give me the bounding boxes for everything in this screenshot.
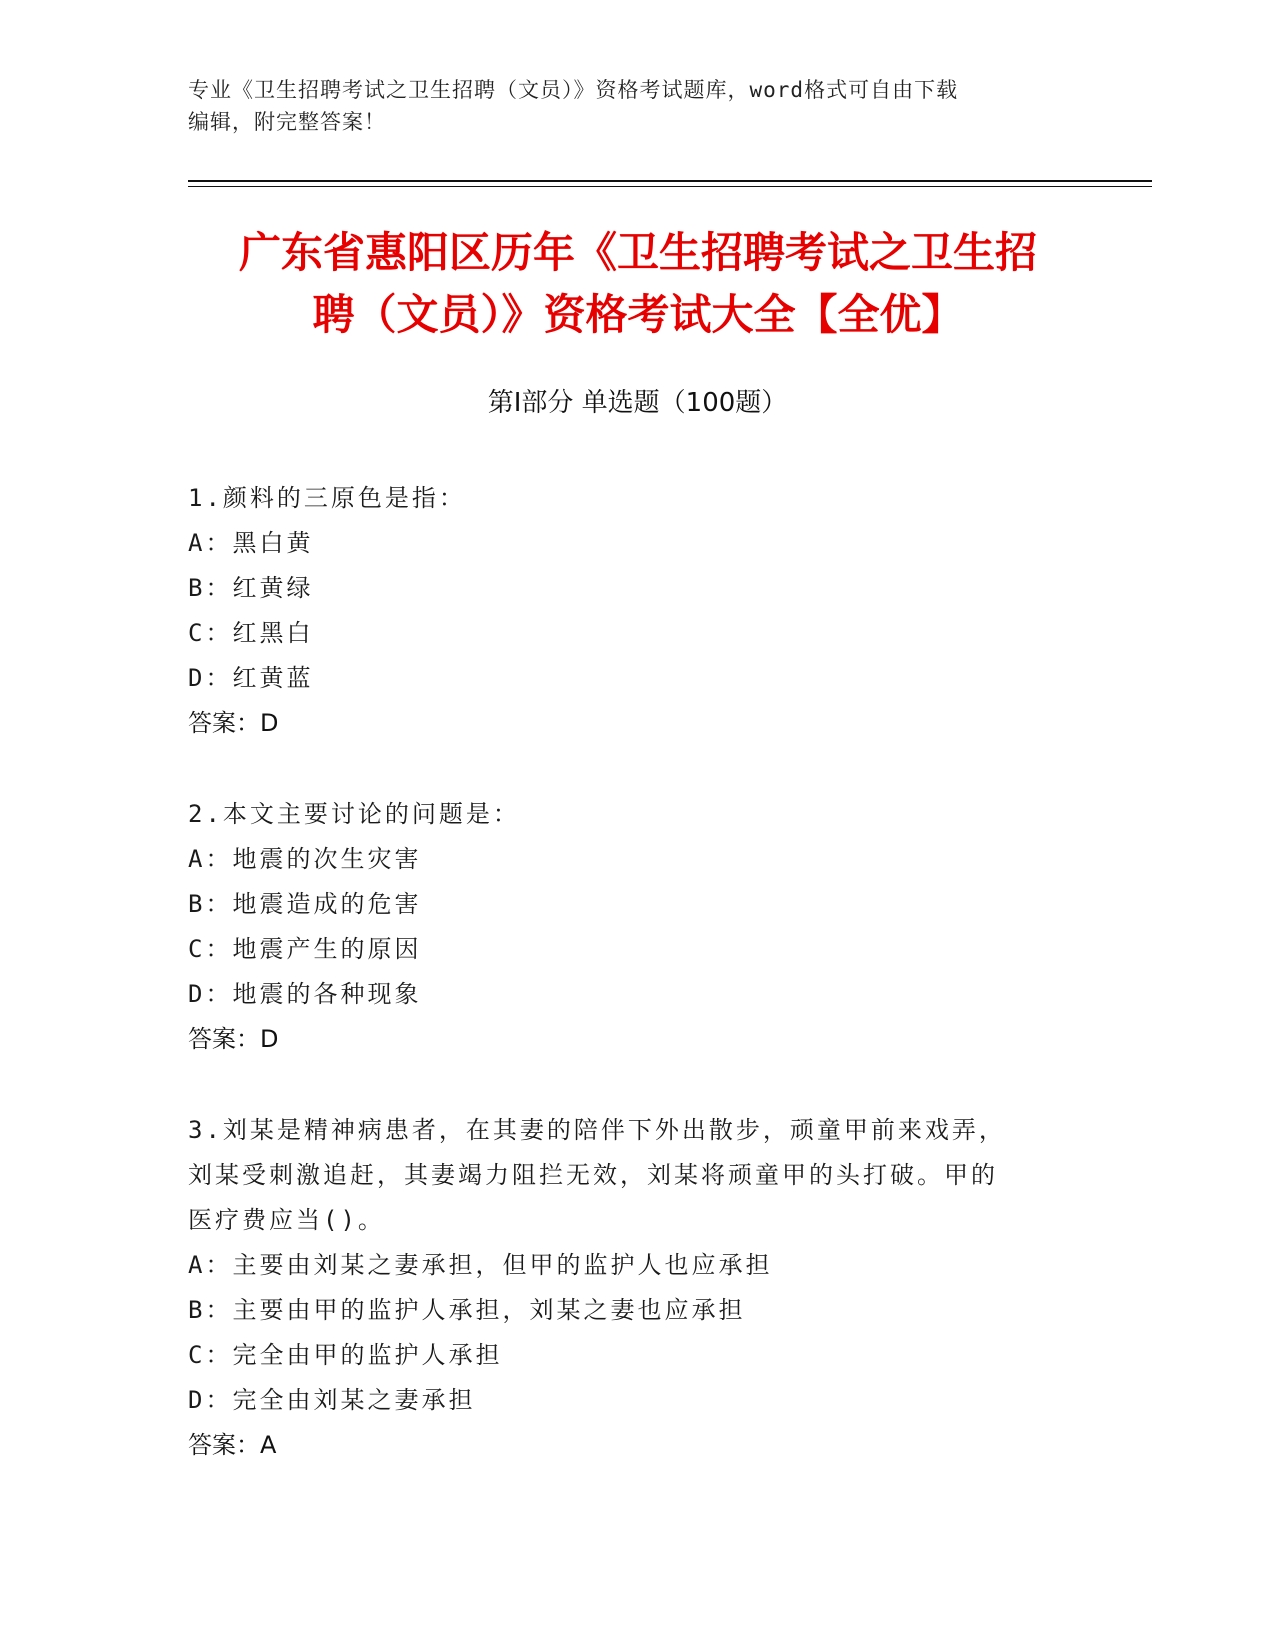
header-note bbox=[188, 74, 1068, 138]
question-stem-line-1: 3.刘某是精神病患者，在其妻的陪伴下外出散步，顽童甲前来戏弄， bbox=[188, 1116, 1006, 1144]
option-b: B：主要由甲的监护人承担，刘某之妻也应承担 bbox=[188, 1296, 746, 1324]
answer-line: 答案：D bbox=[188, 1025, 279, 1053]
question-2 bbox=[188, 792, 1068, 1062]
answer-line: 答案：D bbox=[188, 709, 279, 737]
section-heading: 第Ⅰ部分 单选题（100题） bbox=[487, 388, 788, 418]
option-c: C：红黑白 bbox=[188, 619, 314, 647]
header-note-line-1: 专业《卫生招聘考试之卫生招聘（文员）》资格考试题库，word格式可自由下载 bbox=[188, 78, 959, 102]
option-d: D：完全由刘某之妻承担 bbox=[188, 1386, 476, 1414]
option-d: D：地震的各种现象 bbox=[188, 980, 422, 1008]
document-title-line-2: 聘（文员）》资格考试大全【全优】 bbox=[312, 290, 964, 339]
question-stem: 2.本文主要讨论的问题是： bbox=[188, 800, 520, 828]
question-3 bbox=[188, 1108, 1068, 1468]
option-a: A：主要由刘某之妻承担，但甲的监护人也应承担 bbox=[188, 1251, 773, 1279]
document-title-line-1: 广东省惠阳区历年《卫生招聘考试之卫生招 bbox=[238, 228, 1037, 277]
question-stem-line-2: 刘某受刺激追赶，其妻竭力阻拦无效，刘某将顽童甲的头打破。甲的 bbox=[188, 1161, 998, 1189]
option-a: A：黑白黄 bbox=[188, 529, 314, 557]
header-divider-thick bbox=[188, 180, 1152, 182]
question-stem-line-3: 医疗费应当()。 bbox=[188, 1206, 385, 1234]
question-1 bbox=[188, 476, 1068, 746]
header-divider-thin bbox=[188, 186, 1152, 187]
option-b: B：红黄绿 bbox=[188, 574, 314, 602]
question-list bbox=[188, 476, 1068, 1514]
option-c: C：地震产生的原因 bbox=[188, 935, 422, 963]
question-stem: 1.颜料的三原色是指： bbox=[188, 484, 466, 512]
option-b: B：地震造成的危害 bbox=[188, 890, 422, 918]
option-a: A：地震的次生灾害 bbox=[188, 845, 422, 873]
header-note-line-2: 编辑，附完整答案！ bbox=[188, 110, 386, 134]
option-c: C：完全由甲的监护人承担 bbox=[188, 1341, 503, 1369]
answer-line: 答案：A bbox=[188, 1431, 277, 1459]
option-d: D：红黄蓝 bbox=[188, 664, 314, 692]
document-title bbox=[188, 222, 1088, 346]
